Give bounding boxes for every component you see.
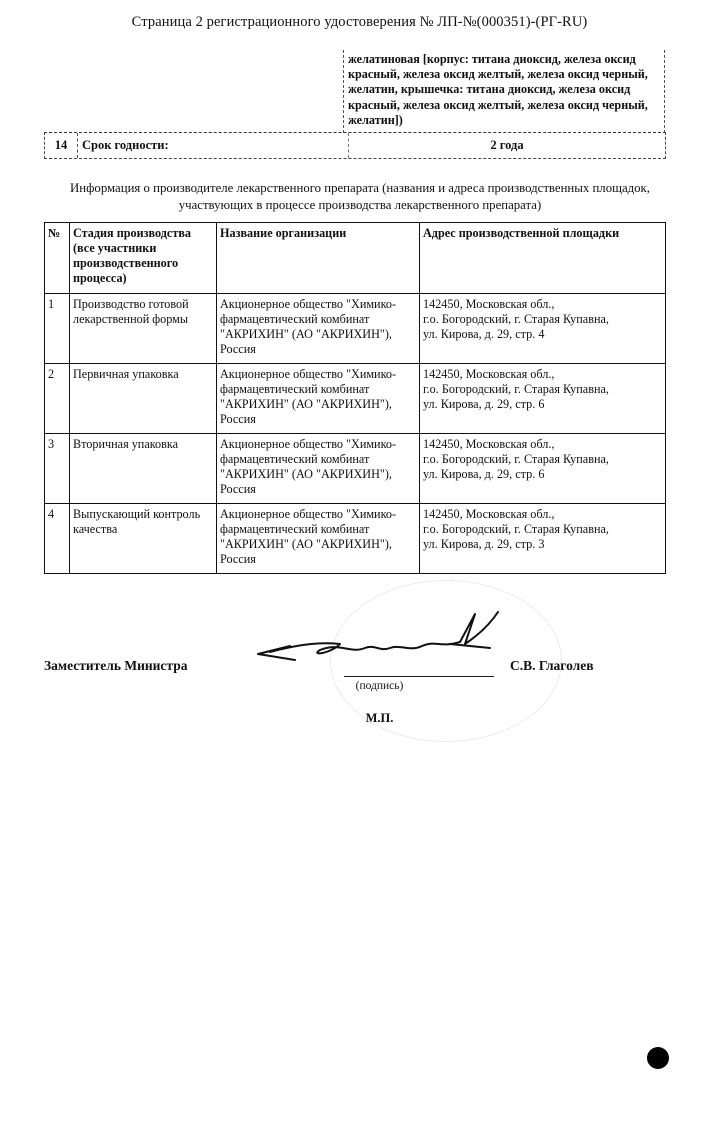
header-num: № xyxy=(45,223,70,294)
cell-num: 1 xyxy=(45,294,70,364)
info-title-line1: Информация о производителе лекарственного препарата (названия и адреса производственных площадок, xyxy=(70,181,650,195)
signer-name: С.В. Глаголев xyxy=(510,658,594,673)
address-line: г.о. Богородский, г. Старая Купавна, xyxy=(423,312,609,326)
address-line: 142450, Московская обл., xyxy=(423,437,555,451)
address-line: г.о. Богородский, г. Старая Купавна, xyxy=(423,522,609,536)
cell-address xyxy=(420,294,666,364)
cell-stage: Вторичная упаковка xyxy=(70,434,217,504)
cell-num: 3 xyxy=(45,434,70,504)
signer-role: Заместитель Министра xyxy=(44,658,188,673)
cell-org: Акционерное общество "Химико-фармацевтический комбинат "АКРИХИН" (АО "АКРИХИН"), Россия xyxy=(217,504,420,574)
page-header: Страница 2 регистрационного удостоверения № ЛП-№(000351)-(РГ-RU) xyxy=(131,14,588,30)
address-line: г.о. Богородский, г. Старая Купавна, xyxy=(423,382,609,396)
signature-caption: (подпись) xyxy=(355,680,404,692)
manufacturer-info-title xyxy=(20,180,700,214)
cell-num: 4 xyxy=(45,504,70,574)
address-line: г.о. Богородский, г. Старая Купавна, xyxy=(423,452,609,466)
shelf-life-value: 2 года xyxy=(348,133,665,158)
info-title-line2: участвующих в процессе производства лекарственного препарата) xyxy=(178,198,542,212)
table-header-row xyxy=(45,223,666,294)
cell-stage: Первичная упаковка xyxy=(70,364,217,434)
address-line: ул. Кирова, д. 29, стр. 4 xyxy=(423,327,545,341)
cell-stage: Производство готовой лекарственной формы xyxy=(70,294,217,364)
row-number: 14 xyxy=(54,138,68,152)
manufacturers-table xyxy=(44,222,666,574)
cell-address xyxy=(420,434,666,504)
address-line: ул. Кирова, д. 29, стр. 3 xyxy=(423,537,545,551)
cell-stage: Выпускающий контроль качества xyxy=(70,504,217,574)
shelf-life-label: Срок годности: xyxy=(77,133,348,158)
composition-continuation: желатиновая [корпус: титана диоксид, железа оксид красный, железа оксид желтый, железа оксид черный, желатин, крышечка: титана диоксид, железа оксид красный, железа оксид желтый, железа оксид черный, желатин]) xyxy=(343,50,665,133)
cell-address xyxy=(420,364,666,434)
address-line: 142450, Московская обл., xyxy=(423,297,555,311)
table-row xyxy=(45,364,666,434)
signature-line xyxy=(344,676,494,677)
cell-org: Акционерное общество "Химико-фармацевтический комбинат "АКРИХИН" (АО "АКРИХИН"), Россия xyxy=(217,294,420,364)
address-line: 142450, Московская обл., xyxy=(423,507,555,521)
cell-address xyxy=(420,504,666,574)
stamp-place-label: М.П. xyxy=(365,711,394,725)
address-line: ул. Кирова, д. 29, стр. 6 xyxy=(423,467,545,481)
address-line: ул. Кирова, д. 29, стр. 6 xyxy=(423,397,545,411)
table-row xyxy=(45,294,666,364)
cell-org: Акционерное общество "Химико-фармацевтический комбинат "АКРИХИН" (АО "АКРИХИН"), Россия xyxy=(217,434,420,504)
header-org: Название организации xyxy=(217,223,420,294)
cell-org: Акционерное общество "Химико-фармацевтический комбинат "АКРИХИН" (АО "АКРИХИН"), Россия xyxy=(217,364,420,434)
shelf-life-row xyxy=(44,132,666,159)
table-row xyxy=(45,434,666,504)
header-address: Адрес производственной площадки xyxy=(420,223,666,294)
black-dot-mark-icon xyxy=(647,1047,669,1069)
header-stage: Стадия производства (все участники производственного процесса) xyxy=(70,223,217,294)
cell-num: 2 xyxy=(45,364,70,434)
address-line: 142450, Московская обл., xyxy=(423,367,555,381)
table-row xyxy=(45,504,666,574)
